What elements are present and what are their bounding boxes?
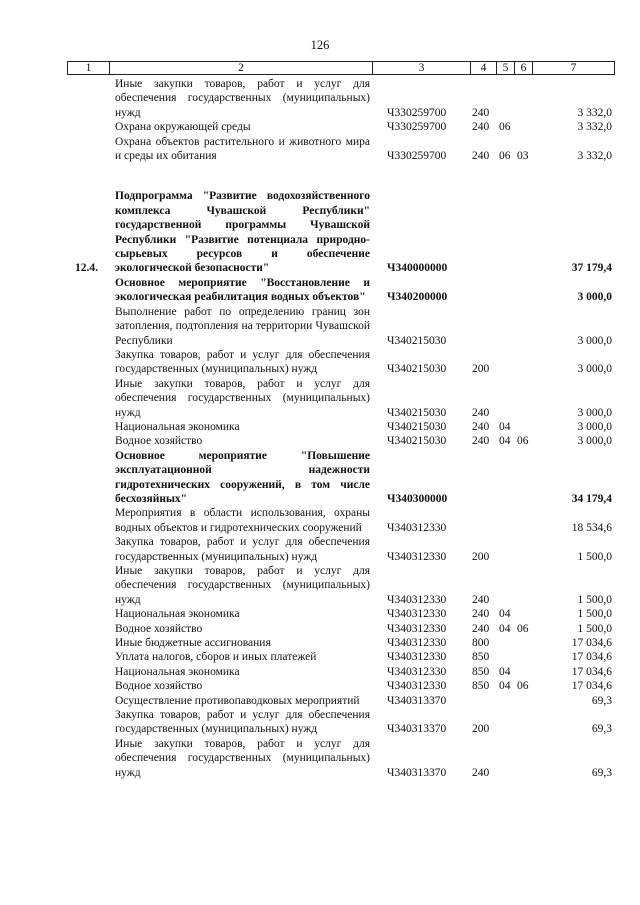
row-expense-type: 240 bbox=[472, 406, 490, 419]
column-header-4: 4 bbox=[471, 62, 497, 75]
row-target-code: Ч330259700 bbox=[387, 150, 447, 163]
row-name: Национальная экономика bbox=[115, 608, 240, 621]
table-row bbox=[67, 189, 614, 275]
row-name: Основное мероприятие "Восстановление и экологическая реабилитация водных объектов" bbox=[115, 276, 370, 304]
row-target-code: Ч340312330 bbox=[387, 521, 447, 534]
row-subsection: 06 bbox=[517, 680, 529, 693]
row-amount: 69,3 bbox=[591, 723, 612, 736]
row-target-code: Ч340312330 bbox=[387, 651, 447, 664]
table-row bbox=[67, 434, 614, 448]
row-name: Иные закупки товаров, работ и услуг для обеспечения государственных (муниципальных) нужд bbox=[115, 565, 370, 606]
table-row bbox=[67, 420, 614, 434]
row-section: 04 bbox=[499, 665, 511, 678]
row-name: Национальная экономика bbox=[115, 420, 240, 433]
row-expense-type: 200 bbox=[472, 363, 490, 376]
row-target-code: Ч330259700 bbox=[387, 121, 447, 134]
row-expense-type: 850 bbox=[472, 665, 490, 678]
row-amount: 34 179,4 bbox=[571, 492, 612, 505]
row-section: 04 bbox=[499, 680, 511, 693]
row-amount: 3 000,0 bbox=[577, 334, 612, 347]
row-name: Национальная экономика bbox=[115, 665, 240, 678]
table-row bbox=[67, 737, 614, 780]
row-target-code: Ч340312330 bbox=[387, 550, 447, 563]
row-number: 12.4. bbox=[75, 262, 98, 275]
row-name: Водное хозяйство bbox=[115, 680, 203, 693]
row-target-code: Ч340215030 bbox=[387, 363, 447, 376]
row-expense-type: 200 bbox=[472, 550, 490, 563]
column-header-3: 3 bbox=[373, 62, 471, 75]
row-name: Охрана окружающей среды bbox=[115, 121, 251, 134]
row-amount: 3 332,0 bbox=[577, 121, 612, 134]
row-target-code: Ч340312330 bbox=[387, 622, 447, 635]
row-name: Закупка товаров, работ и услуг для обеспечения государственных (муниципальных) нужд bbox=[115, 536, 370, 563]
row-target-code: Ч340312330 bbox=[387, 593, 447, 606]
row-amount: 1 500,0 bbox=[577, 550, 612, 563]
row-target-code: Ч340312330 bbox=[387, 637, 447, 650]
row-section: 04 bbox=[499, 622, 511, 635]
row-amount: 1 500,0 bbox=[577, 608, 612, 621]
row-amount: 3 000,0 bbox=[577, 435, 612, 448]
row-target-code: Ч340300000 bbox=[387, 492, 448, 505]
table-row bbox=[67, 348, 614, 377]
row-expense-type: 240 bbox=[472, 608, 490, 621]
row-amount: 37 179,4 bbox=[571, 262, 612, 275]
column-header-2: 2 bbox=[110, 62, 373, 75]
table-row bbox=[67, 650, 614, 664]
row-name: Уплата налогов, сборов и иных платежей bbox=[115, 651, 317, 664]
row-target-code: Ч340312330 bbox=[387, 680, 447, 693]
row-amount: 3 000,0 bbox=[577, 406, 612, 419]
row-name: Охрана объектов растительного и животного мира и среды их обитания bbox=[115, 135, 370, 163]
column-header-1: 1 bbox=[68, 62, 110, 75]
row-subsection: 03 bbox=[517, 150, 529, 163]
table-row bbox=[67, 564, 614, 607]
row-amount: 17 034,6 bbox=[571, 680, 612, 693]
row-amount: 3 000,0 bbox=[577, 363, 612, 376]
row-name: Водное хозяйство bbox=[115, 622, 203, 635]
row-amount: 17 034,6 bbox=[571, 651, 612, 664]
table-row bbox=[67, 708, 614, 737]
row-subsection: 06 bbox=[517, 435, 529, 448]
row-expense-type: 850 bbox=[472, 680, 490, 693]
row-expense-type: 800 bbox=[472, 637, 490, 650]
row-name: Иные закупки товаров, работ и услуг для обеспечения государственных (муниципальных) нужд bbox=[115, 377, 370, 419]
row-name: Основное мероприятие "Повышение эксплуатационной надежности гидротехнических сооружений, в том числе бесхозяйных" bbox=[115, 449, 370, 505]
row-expense-type: 240 bbox=[472, 435, 490, 448]
row-target-code: Ч340215030 bbox=[387, 435, 447, 448]
row-name: Иные бюджетные ассигнования bbox=[115, 637, 271, 650]
row-target-code: Ч340312330 bbox=[387, 608, 447, 621]
table-row bbox=[67, 535, 614, 564]
table-row bbox=[67, 120, 614, 134]
row-amount: 3 000,0 bbox=[577, 420, 612, 433]
row-name: Закупка товаров, работ и услуг для обеспечения государственных (муниципальных) нужд bbox=[115, 709, 370, 736]
row-target-code: Ч340000000 bbox=[387, 262, 448, 275]
row-expense-type: 240 bbox=[472, 593, 490, 606]
row-expense-type: 240 bbox=[472, 106, 490, 119]
row-expense-type: 240 bbox=[472, 150, 490, 163]
row-amount: 17 034,6 bbox=[571, 665, 612, 678]
row-target-code: Ч340200000 bbox=[387, 291, 448, 304]
row-expense-type: 240 bbox=[472, 121, 490, 134]
table-row bbox=[67, 622, 614, 636]
row-name: Закупка товаров, работ и услуг для обеспечения государственных (муниципальных) нужд bbox=[115, 348, 370, 376]
table-row bbox=[67, 636, 614, 650]
row-expense-type: 850 bbox=[472, 651, 490, 664]
row-subsection: 06 bbox=[517, 622, 529, 635]
table-row bbox=[67, 77, 614, 120]
row-target-code: Ч340313370 bbox=[387, 723, 447, 736]
column-header-5: 5 bbox=[497, 62, 515, 75]
row-target-code: Ч340312330 bbox=[387, 665, 447, 678]
row-amount: 1 500,0 bbox=[577, 593, 612, 606]
row-name: Иные закупки товаров, работ и услуг для обеспечения государственных (муниципальных) нужд bbox=[115, 78, 370, 119]
row-target-code: Ч340313370 bbox=[387, 766, 447, 779]
table-row bbox=[67, 135, 614, 164]
row-expense-type: 200 bbox=[472, 723, 490, 736]
row-section: 06 bbox=[499, 121, 511, 134]
row-amount: 17 034,6 bbox=[571, 637, 612, 650]
row-name: Подпрограмма "Развитие водохозяйственного комплекса Чувашской Республики" государственной программы Чувашской Республики "Развитие потенциала природно-сырьевых ресурсов и обеспечение экологической безопасности" bbox=[115, 190, 370, 275]
row-name: Мероприятия в области использования, охраны водных объектов и гидротехнических сооружений bbox=[115, 507, 370, 534]
table-row bbox=[67, 607, 614, 621]
column-header-row bbox=[67, 61, 615, 75]
column-header-7: 7 bbox=[533, 62, 615, 75]
table-row bbox=[67, 276, 614, 305]
row-section: 04 bbox=[499, 608, 511, 621]
table-row bbox=[67, 665, 614, 679]
row-amount: 18 534,6 bbox=[571, 521, 612, 534]
row-amount: 3 000,0 bbox=[577, 291, 612, 304]
table-row bbox=[67, 679, 614, 693]
table-row bbox=[67, 305, 614, 348]
row-name: Водное хозяйство bbox=[115, 435, 203, 448]
row-target-code: Ч340215030 bbox=[387, 406, 447, 419]
row-expense-type: 240 bbox=[472, 420, 490, 433]
row-name: Осуществление противопаводковых мероприятий bbox=[115, 694, 360, 707]
table-row bbox=[67, 694, 614, 708]
page-number: 126 bbox=[310, 38, 330, 52]
row-target-code: Ч340215030 bbox=[387, 334, 447, 347]
row-amount: 3 332,0 bbox=[577, 106, 612, 119]
row-expense-type: 240 bbox=[472, 622, 490, 635]
column-header-6: 6 bbox=[515, 62, 533, 75]
row-target-code: Ч330259700 bbox=[387, 106, 447, 119]
row-section: 04 bbox=[499, 435, 511, 448]
row-name: Выполнение работ по определению границ зон затопления, подтопления на территории Чувашской Республики bbox=[115, 305, 370, 347]
table-row bbox=[67, 449, 614, 507]
budget-table-body bbox=[67, 77, 614, 780]
row-name: Иные закупки товаров, работ и услуг для обеспечения государственных (муниципальных) нужд bbox=[115, 737, 370, 779]
row-amount: 1 500,0 bbox=[577, 622, 612, 635]
row-amount: 3 332,0 bbox=[577, 150, 612, 163]
row-target-code: Ч340215030 bbox=[387, 420, 447, 433]
row-section: 04 bbox=[499, 420, 511, 433]
row-target-code: Ч340313370 bbox=[387, 694, 447, 707]
row-amount: 69,3 bbox=[591, 766, 612, 779]
row-expense-type: 240 bbox=[472, 766, 490, 779]
row-section: 06 bbox=[499, 150, 511, 163]
row-amount: 69,3 bbox=[591, 694, 612, 707]
table-row bbox=[67, 377, 614, 420]
table-row bbox=[67, 506, 614, 535]
